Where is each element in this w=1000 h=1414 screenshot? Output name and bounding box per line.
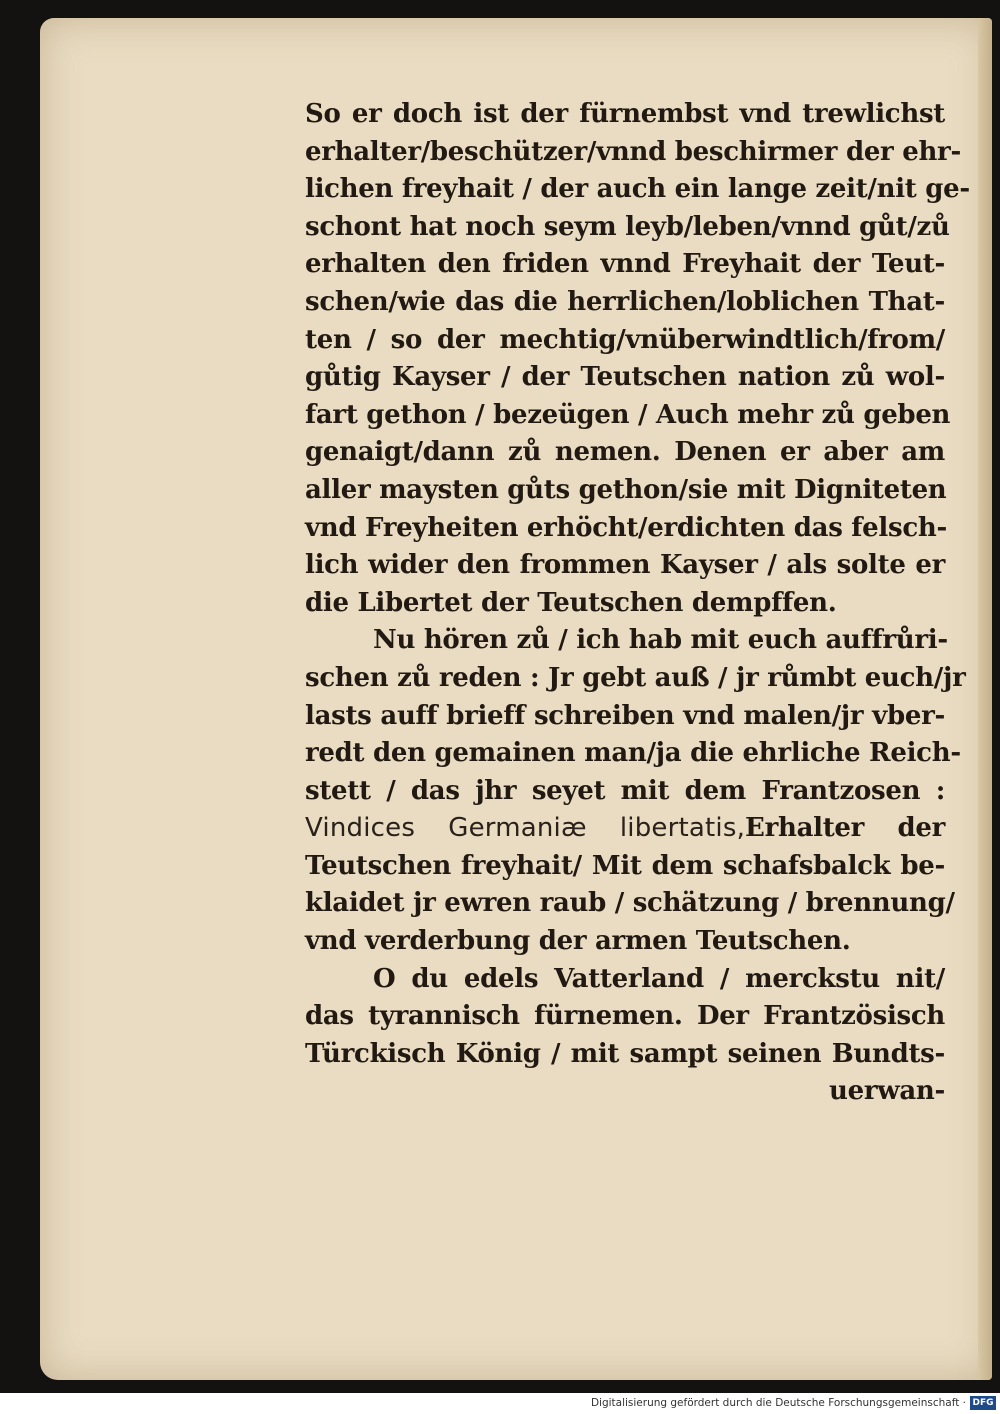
text-line-1: So er doch ist der fürnembst vnd trewlichst (305, 99, 945, 129)
text-line-10: genaigt/dann zů nemen. Denen er aber am (305, 437, 945, 468)
page-text (305, 96, 970, 1111)
text-line-6: schen/wie das die herrlichen/loblichen That- (305, 286, 945, 317)
text-line-25: das tyrannisch fürnemen. Der Frantzösisch (305, 1001, 945, 1032)
text-line-18: redt den gemainen man/ja die ehrliche Reich- (305, 738, 961, 769)
text-line-26: Türckisch König / mit sampt seinen Bundts- (305, 1038, 945, 1069)
text-line-9: fart gethon / bezeügen / Auch mehr zů geben (305, 399, 951, 430)
dfg-logo: DFG (970, 1396, 996, 1410)
text-line-5: erhalten den friden vnnd Freyhait der Teut- (305, 249, 945, 280)
text-line-14: die Libertet der Teutschen dempffen. (305, 587, 837, 618)
text-line-7: ten / so der mechtig/vnüberwindtlich/from/ (305, 324, 945, 355)
text-line-20 (305, 810, 945, 848)
text-line-19: stett / das jhr seyet mit dem Frantzosen : (305, 775, 945, 806)
catchword: uerwan- (829, 1076, 945, 1107)
footer-credit: Digitalisierung gefördert durch die Deutsche Forschungsgemeinschaft · (590, 1397, 966, 1409)
text-line-13: lich wider den frommen Kayser / als solte er (305, 550, 945, 581)
text-line-3: lichen freyhait / der auch ein lange zeit/nit ge- (305, 174, 970, 205)
page-edge (978, 18, 992, 1380)
text-line-2: erhalter/beschützer/vnnd beschirmer der ehr- (305, 136, 961, 167)
text-line-11: aller maysten gůts gethon/sie mit Digniteten (305, 474, 947, 505)
text-line-15: Nu hören zů / ich hab mit euch auffrůri- (373, 625, 948, 656)
text-line-12: vnd Freyheiten erhöcht/erdichten das felsch- (305, 512, 947, 543)
text-line-22: klaidet jr ewren raub / schätzung / brennung/ (305, 888, 955, 919)
text-line-17: lasts auff brieff schreiben vnd malen/jr vber- (305, 700, 945, 731)
text-line-23: vnd verderbung der armen Teutschen. (305, 926, 851, 957)
footer-bar (0, 1393, 1000, 1414)
text-line-21: Teutschen freyhait/ Mit dem schafsbalck be- (305, 850, 945, 881)
latin-line-rest: Erhalter der (745, 813, 945, 844)
text-line-4: schont hat noch seym leyb/leben/vnnd gůt/zů (305, 211, 950, 242)
text-line-8: gůtig Kayser / der Teutschen nation zů wol- (305, 362, 945, 393)
latin-phrase: Vindices Germaniæ libertatis, (305, 813, 746, 844)
text-line-24: O du edels Vatterland / merckstu nit/ (373, 963, 945, 994)
book-page (40, 18, 992, 1380)
text-line-16: schen zů reden : Jr gebt auß / jr růmbt euch/jr (305, 662, 966, 693)
